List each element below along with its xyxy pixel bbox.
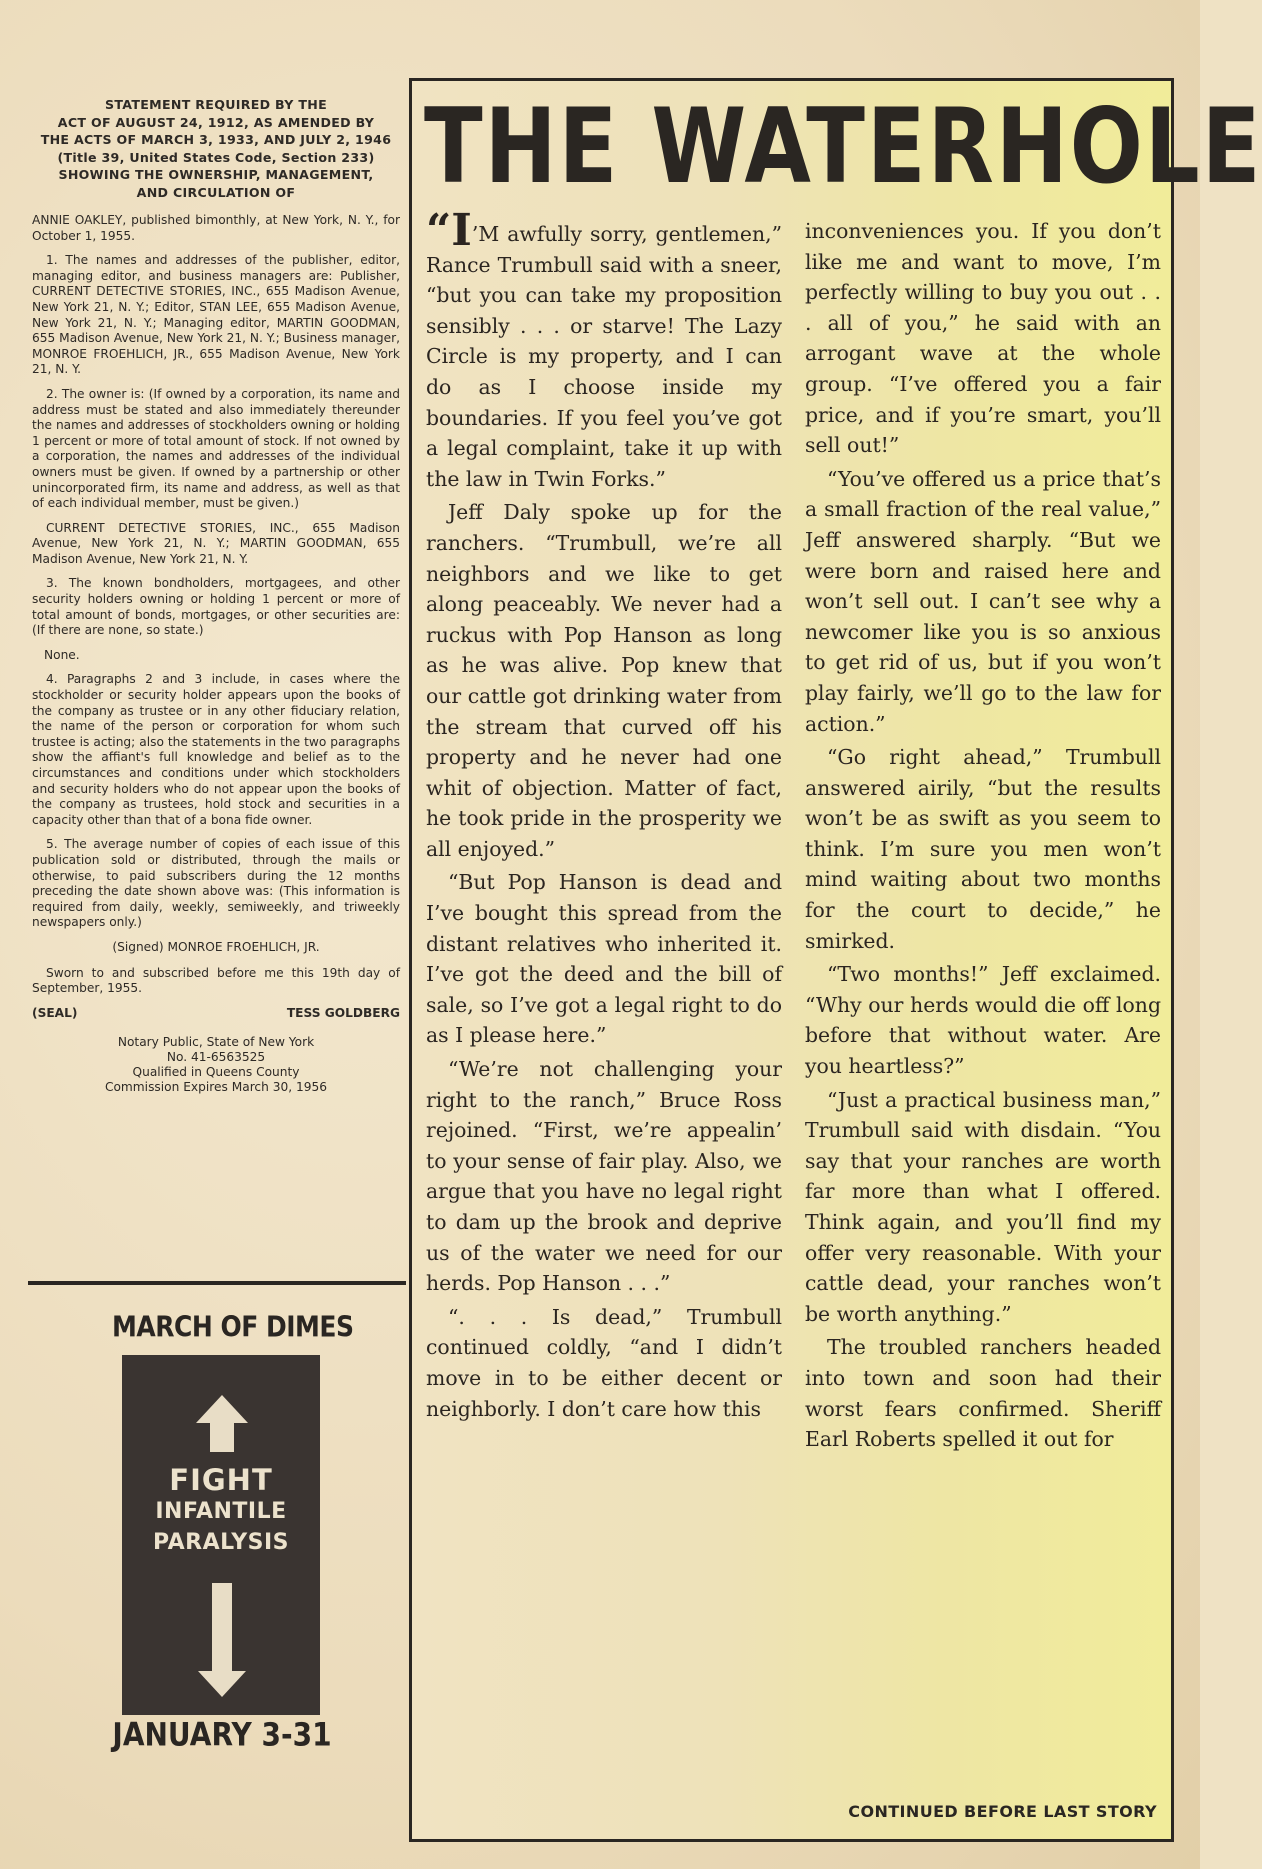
sworn-line: Sworn to and subscribed before me this 19th day of September, 1955. [32, 965, 400, 996]
story-paragraph: Jeff Daly spoke up for the ranchers. “Trumbull, we’re all neighbors and we like to get along peaceably. We never had a ruckus with Pop Hanson as long as he was alive. Pop knew that our cattle got drinking water from the stream that curved off his property and he never had one whit of objection. Matter of fact, he took pride in the prosperity we all enjoyed.” [426, 500, 782, 861]
story-column-2 [805, 216, 1161, 1791]
notary-block [32, 1035, 400, 1095]
notary-line: Notary Public, State of New York [117, 1035, 315, 1050]
story-paragraph [426, 205, 782, 494]
story-column-1 [426, 205, 782, 1791]
story-paragraph: “We’re not challenging your right to the ranch,” Bruce Ross rejoined. “First, we’re appealin’ to your sense of fair play. Also, we argue that you have no legal right to dam up the brook and deprive us of the water we need for our herds. Pop Hanson . . .” [426, 1057, 782, 1296]
ad-line-paralysis: PARALYSIS [153, 1530, 289, 1555]
story-paragraph: “You’ve offered us a price that’s a small fraction of the real value,” Jeff answered sharply. “But we were born and raised here and won’t sell out. I can’t see why a newcomer like you is so anxious to get rid of us, but if you won’t play fairly, we’ll go to the law for action.” [805, 466, 1161, 736]
statement-paragraph-5: 5. The average number of copies of each issue of this publication sold or distributed, through the mails or otherwise, to paid subscribers during the 12 months preceding the date shown above was: (This information is required from daily, weekly, semiweekly, and triweekly newspapers only.) [32, 837, 400, 930]
ad-slogan [122, 1465, 320, 1558]
notary-line: No. 41-6563525 [166, 1050, 266, 1065]
statement-paragraph-2: 2. The owner is: (If owned by a corporation, its name and address must be stated and also immediately thereunder the names and addresses of stockholders owning or holding 1 percent or more of total amount of stock. If not owned by a corporation, the names and addresses of the individual owners must be given. If owned by a partnership or other unincorporated firm, its name and address, as well as that of each individual member, must be given.) [32, 386, 400, 511]
heading-line: AND CIRCULATION OF [136, 184, 296, 200]
story-paragraph: “Go right ahead,” Trumbull answered airily, “but the results won’t be as swift as you seem to think. I’m sure you men won’t mind waiting about two months for the court to decide,” he smirked. [805, 745, 1161, 953]
heading-line: THE ACTS OF MARCH 3, 1933, AND JULY 2, 1946 [40, 132, 392, 147]
notary-line: Commission Expires March 30, 1956 [104, 1080, 328, 1095]
story-paragraph-text: ’M awfully sorry, gentlemen,” Rance Trumbull said with a sneer, “but you can take my proposition sensibly . . . or starve! The Lazy Circle is my property, and I can do as I choose inside my boundaries. If you feel you’ve got a legal complaint, take it up with the law in Twin Forks.” [426, 222, 782, 491]
statement-paragraph-4: 4. Paragraphs 2 and 3 include, in cases where the stockholder or security holder appears upon the books of the company as trustee or in any other fiduciary relation, the name of the person or corporation for whom such trustee is acting; also the statements in the two paragraphs show the affiant's full knowledge and belief as to the circumstances and conditions under which stockholders and security holders who do not appear upon the books of the company as trustees, hold stock and securities in a capacity other than that of a bona fide owner. [32, 672, 400, 827]
statement-paragraph-3: 3. The known bondholders, mortgagees, and other security holders owning or holding 1 percent or more of total amount of bonds, mortgages, or other securities are: (If there are none, so state.) [32, 576, 400, 638]
ad-dates: JANUARY 3-31 [112, 1715, 332, 1754]
march-of-dimes-ad [112, 1302, 354, 1762]
arrow-up-stem [210, 1422, 234, 1452]
story-paragraph: “. . . Is dead,” Trumbull continued coldly, “and I didn’t move in to be either decent or neighborly. I don’t care how this [426, 1304, 782, 1421]
story-panel [409, 78, 1262, 1842]
ad-title: MARCH OF DIMES [112, 1309, 354, 1344]
statement-paragraph-1: 1. The names and addresses of the publisher, editor, managing editor, and business managers are: Publisher, CURRENT DETECTIVE STORIES, INC., 655 Madison Avenue, New York 21, N. Y.; Editor, STAN LEE, 655 Madison Avenue, New York 21, N. Y.; Managing editor, MARTIN GOODMAN, 655 Madison Avenue, New York 21, N. Y.; Business manager, MONROE FROEHLICH, JR., 655 Madison Avenue, New York 21, N. Y. [32, 253, 400, 377]
statement-none: None. [44, 647, 80, 662]
story-paragraph: “But Pop Hanson is dead and I’ve bought this spread from the distant relatives who inherited it. I’ve got the deed and the bill of sale, so I’ve got a legal right to do as I please here.” [426, 870, 782, 1048]
ad-line-infantile: INFANTILE [155, 1499, 287, 1524]
story-paragraph: “Two months!” Jeff exclaimed. “Why our herds would die off long before that without water. Are you heartless?” [805, 962, 1161, 1079]
seal-row [32, 1006, 400, 1022]
story-title: THE WATERHOLE [424, 87, 1262, 207]
section-divider [28, 1281, 406, 1285]
arrow-down-icon [198, 1671, 246, 1697]
drop-cap: “I [426, 205, 472, 256]
heading-line: SHOWING THE OWNERSHIP, MANAGEMENT, [58, 167, 374, 182]
statement-owners: CURRENT DETECTIVE STORIES, INC., 655 Madison Avenue, New York 21, N. Y.; MARTIN GOODMAN, 655 Madison Avenue, New York 21, N. Y. [32, 520, 400, 566]
heading-line: (Title 39, United States Code, Section 233) [57, 149, 375, 165]
notary-line: Qualified in Queens County [132, 1065, 300, 1080]
story-paragraph: inconveniences you. If you don’t like me and want to move, I’m perfectly willing to buy you out . . . all of you,” he said with an arrogant wave at the whole group. “I’ve offered you a fair price, and if you’re smart, you’ll sell out!” [805, 219, 1161, 458]
heading-line: ACT OF AUGUST 24, 1912, AS AMENDED BY [57, 114, 375, 130]
seal-label: (SEAL) [32, 1005, 78, 1020]
signature-line: (Signed) MONROE FROEHLICH, JR. [112, 939, 320, 954]
arrow-up-icon [196, 1395, 248, 1423]
ad-panel [122, 1355, 320, 1715]
continued-note: CONTINUED BEFORE LAST STORY [848, 1802, 1157, 1821]
statement-heading [32, 96, 400, 201]
notary-name: TESS GOLDBERG [286, 1005, 400, 1020]
ownership-statement [32, 96, 400, 1095]
arrow-down-stem [212, 1583, 232, 1673]
story-paragraph: The troubled ranchers headed into town and soon had their worst fears confirmed. Sheriff Earl Roberts spelled it out for [805, 1335, 1161, 1452]
heading-line: STATEMENT REQUIRED BY THE [105, 97, 327, 112]
ad-line-fight: FIGHT [169, 1463, 273, 1497]
story-paragraph: “Just a practical business man,” Trumbull said with disdain. “You say that your ranches are worth far more than what I offered. Think again, and you’ll find my offer very reasonable. With your cattle dead, your ranches won’t be worth anything.” [805, 1087, 1161, 1326]
statement-intro: ANNIE OAKLEY, published bimonthly, at New York, N. Y., for October 1, 1955. [32, 213, 400, 243]
